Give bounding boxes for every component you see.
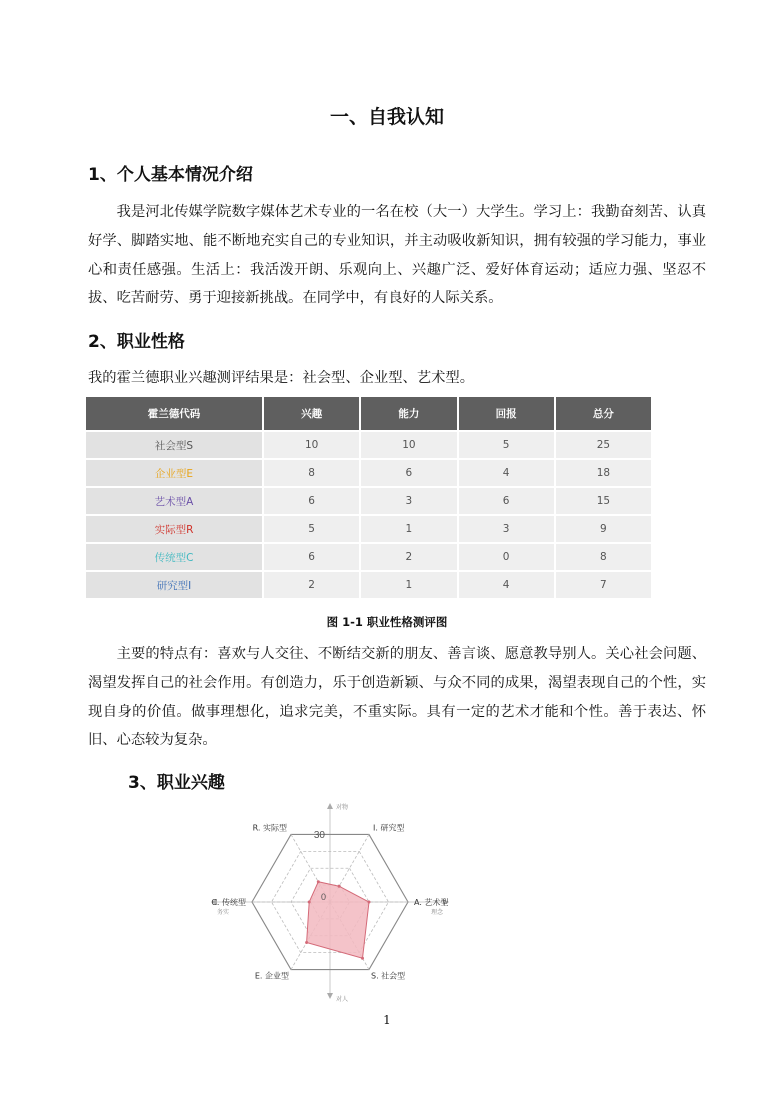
value-cell: 10 (263, 431, 360, 459)
code-cell: 实际型R (86, 515, 263, 543)
value-cell: 0 (458, 543, 555, 571)
header-interest: 兴趣 (263, 397, 360, 431)
value-cell: 8 (263, 459, 360, 487)
holland-code-table (86, 397, 653, 598)
page-number: 1 (383, 1013, 391, 1027)
table-row (86, 571, 652, 598)
radar-axis-label: C. 传统型 (211, 898, 246, 907)
radar-data-area (307, 882, 369, 959)
value-cell: 3 (458, 515, 555, 543)
header-ability: 能力 (360, 397, 457, 431)
radar-dimension-label: 对物 (336, 804, 349, 811)
radar-data-point (361, 957, 364, 960)
value-cell: 4 (458, 459, 555, 487)
value-cell: 15 (555, 487, 652, 515)
holland-result-text: 我的霍兰德职业兴趣测评结果是：社会型、企业型、艺术型。 (88, 370, 475, 386)
value-cell: 1 (360, 571, 457, 598)
value-cell: 2 (360, 543, 457, 571)
radar-dimension-label: 务实 (217, 909, 230, 916)
radar-data-point (308, 901, 311, 904)
radar-tick-label: 0 (320, 892, 326, 902)
value-cell: 25 (555, 431, 652, 459)
interest-radar-chart (195, 797, 465, 1009)
traits-paragraph: 主要的特点有：喜欢与人交往、不断结交新的朋友、善言谈、愿意教导别人。关心社会问题、渴望发挥自己的社会作用。有创造力，乐于创造新颖、与众不同的成果，渴望表现自己的个性，实现自身的价值。做事理想化，追求完美，不重实际。具有一定的艺术才能和个性。善于表达、怀旧、心态较为复杂。 (88, 646, 706, 749)
table-row (86, 459, 652, 487)
table-row (86, 543, 652, 571)
code-cell: 艺术型A (86, 487, 263, 515)
section-heading-basic-info: 1、个人基本情况介绍 (88, 165, 253, 185)
radar-axis-label: I. 研究型 (373, 823, 405, 833)
value-cell: 8 (555, 543, 652, 571)
page-title: 一、自我认知 (329, 106, 444, 128)
arrow-down-icon (327, 993, 333, 999)
header-code: 霍兰德代码 (86, 397, 263, 431)
figure-caption: 图 1-1 职业性格测评图 (326, 615, 448, 629)
table-row (86, 431, 652, 459)
radar-data-point (368, 901, 371, 904)
value-cell: 6 (263, 487, 360, 515)
section-heading-interest: 3、职业兴趣 (128, 773, 225, 793)
value-cell: 7 (555, 571, 652, 598)
table-row (86, 487, 652, 515)
radar-axis-label: E. 企业型 (254, 971, 289, 981)
header-reward: 回报 (458, 397, 555, 431)
radar-axis-label: A. 艺术型 (414, 898, 449, 907)
arrow-up-icon (327, 803, 333, 809)
value-cell: 6 (263, 543, 360, 571)
code-cell: 企业型E (86, 459, 263, 487)
radar-dimension-label: 对人 (336, 996, 349, 1003)
code-cell: 研究型I (86, 571, 263, 598)
header-total: 总分 (555, 397, 652, 431)
code-cell: 社会型S (86, 431, 263, 459)
value-cell: 2 (263, 571, 360, 598)
radar-tick-label: 30 (313, 830, 325, 842)
radar-data-point (317, 880, 320, 883)
radar-data-point (305, 941, 308, 944)
value-cell: 5 (458, 431, 555, 459)
code-cell: 传统型C (86, 543, 263, 571)
intro-paragraph: 我是河北传媒学院数字媒体艺术专业的一名在校（大一）大学生。学习上：我勤奋刻苦、认真好学、脚踏实地、能不断地充实自己的专业知识，并主动吸收新知识，拥有较强的学习能力，事业心和责任感强。生活上：我活泼开朗、乐观向上、兴趣广泛、爱好体育运动；适应力强、坚忍不拔、吃苦耐劳、勇于迎接新挑战。在同学中，有良好的人际关系。 (88, 204, 706, 307)
value-cell: 6 (360, 459, 457, 487)
radar-dimension-label: 理念 (430, 909, 443, 916)
radar-axis-label: S. 社会型 (371, 971, 406, 981)
value-cell: 10 (360, 431, 457, 459)
value-cell: 4 (458, 571, 555, 598)
value-cell: 3 (360, 487, 457, 515)
table-row (86, 515, 652, 543)
section-heading-personality: 2、职业性格 (88, 332, 185, 352)
value-cell: 9 (555, 515, 652, 543)
value-cell: 5 (263, 515, 360, 543)
value-cell: 1 (360, 515, 457, 543)
radar-data-point (338, 885, 341, 888)
value-cell: 18 (555, 459, 652, 487)
table-header-row (86, 397, 652, 431)
value-cell: 6 (458, 487, 555, 515)
radar-axis-label: R. 实际型 (252, 823, 287, 833)
